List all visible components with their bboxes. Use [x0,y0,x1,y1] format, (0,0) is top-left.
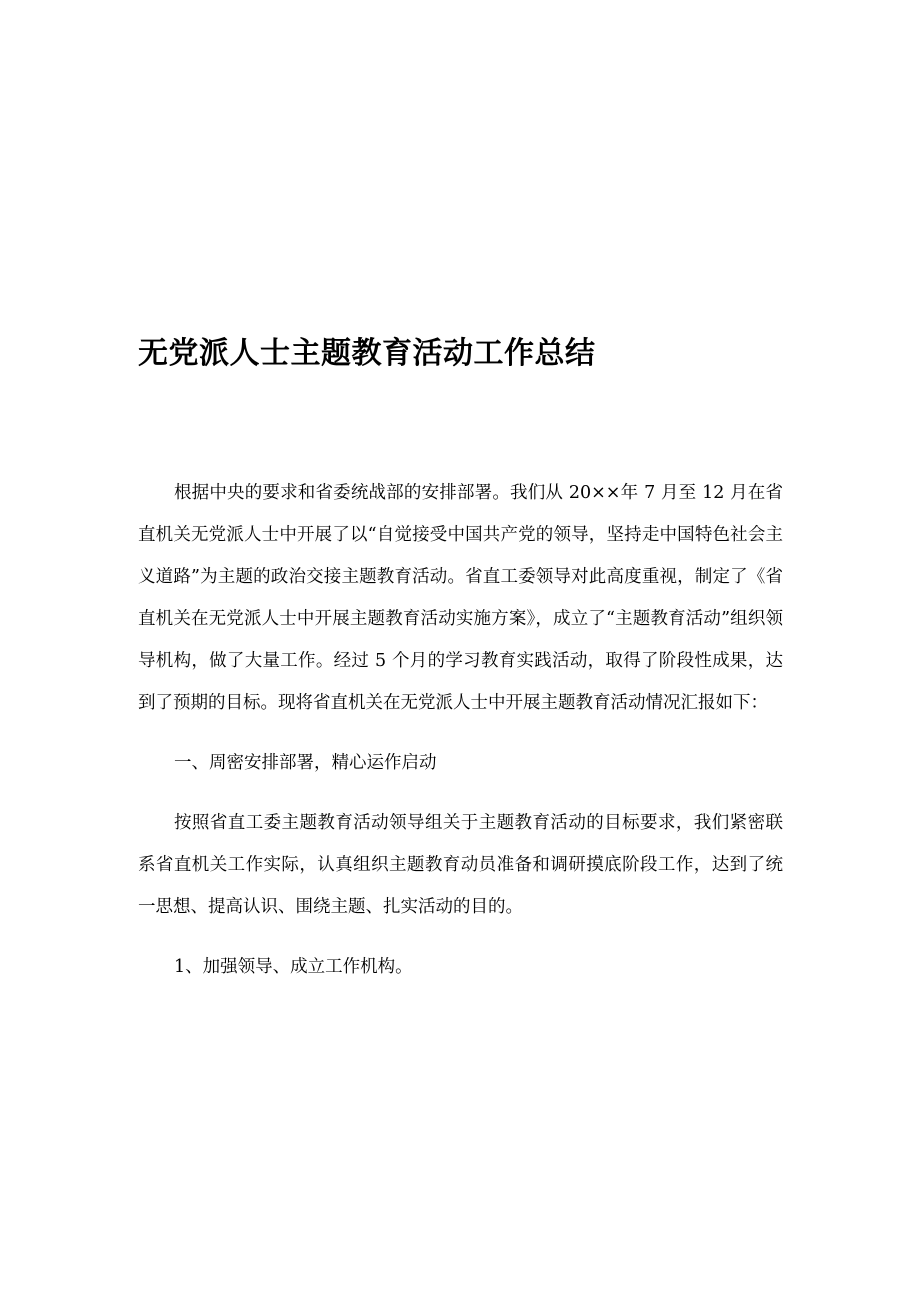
document-body [138,472,783,988]
section-1-paragraph: 按照省直工委主题教育活动领导组关于主题教育活动的目标要求，我们紧密联系省直机关工作实际，认真组织主题教育动员准备和调研摸底阶段工作，达到了统一思想、提高认识、围绕主题、扎实活动的目的。 [138,813,783,917]
section-heading-1: 一、周密安排部署，精心运作启动 [174,753,437,773]
subsection-heading-1: 1、加强领导、成立工作机构。 [174,957,413,977]
document-title: 无党派人士主题教育活动工作总结 [138,336,596,371]
intro-paragraph: 根据中央的要求和省委统战部的安排部署。我们从 20××年 7 月至 12 月在省直机关无党派人士中开展了以“自觉接受中国共产党的领导，坚持走中国特色社会主义道路”为主题的政治交接主题教育活动。省直工委领导对此高度重视，制定了《省直机关在无党派人士中开展主题教育活动实施方案》，成立了“主题教育活动”组织领导机构，做了大量工作。经过 5 个月的学习教育实践活动，取得了阶段性成果，达到了预期的目标。现将省直机关在无党派人士中开展主题教育活动情况汇报如下： [138,483,783,713]
